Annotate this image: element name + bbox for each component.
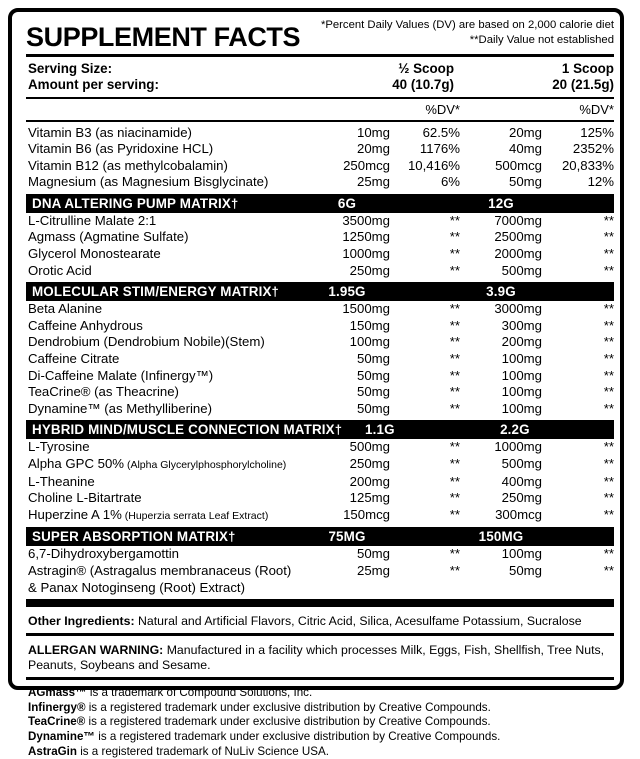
table-row-vitamin bbox=[26, 125, 614, 142]
matrix-dagger-icon: † bbox=[228, 529, 236, 545]
table-row-ingredient bbox=[26, 334, 614, 351]
table-row-ingredient bbox=[26, 213, 614, 230]
ingredient-name bbox=[26, 368, 304, 385]
ingredient-amount-col-2: 250mg bbox=[501, 490, 542, 506]
ingredient-dv-col-2: ** bbox=[603, 473, 614, 489]
ingredient-dv-col-1: ** bbox=[449, 562, 460, 578]
serving-col-1 bbox=[314, 61, 454, 93]
ingredient-dv-col-2: ** bbox=[603, 246, 614, 262]
table-row-ingredient bbox=[26, 301, 614, 318]
ingredient-name bbox=[26, 384, 304, 401]
ingredient-amount-col-1: 50mg bbox=[357, 546, 390, 562]
ingredient-dv-col-1: ** bbox=[449, 212, 460, 228]
ingredient-amount-col-2: 200mg bbox=[501, 334, 542, 350]
ingredient-amount-col-2: 3000mg bbox=[494, 301, 542, 317]
ingredient-name bbox=[26, 580, 304, 597]
ingredient-dv-col-2: ** bbox=[603, 490, 614, 506]
ingredient-dv-col-1: ** bbox=[449, 439, 460, 455]
ingredient-dv-col-1: ** bbox=[449, 546, 460, 562]
ingredient-amount-col-2: 100mg bbox=[501, 546, 542, 562]
ingredient-name bbox=[26, 246, 304, 263]
matrix-header-bar bbox=[26, 194, 614, 213]
ingredient-dv-col-1: ** bbox=[449, 384, 460, 400]
matrix-total-col-1: 1.95G bbox=[328, 284, 366, 300]
ingredient-dv-col-1: ** bbox=[449, 367, 460, 383]
other-ingredients-row bbox=[26, 610, 614, 633]
ingredient-amount-col-1: 250mcg bbox=[343, 157, 390, 173]
allergen-warning-label: ALLERGAN WARNING: bbox=[28, 643, 164, 658]
ingredient-amount-col-2: 20mg bbox=[509, 124, 542, 140]
ingredient-name-main: Caffeine Anhydrous bbox=[28, 317, 143, 333]
table-row-ingredient bbox=[26, 474, 614, 491]
ingredient-amount-col-2: 40mg bbox=[509, 141, 542, 157]
table-row-ingredient bbox=[26, 351, 614, 368]
trademark-line bbox=[28, 745, 614, 759]
trademark-line bbox=[28, 686, 614, 701]
ingredient-amount-col-1: 500mg bbox=[349, 439, 390, 455]
matrix-total-col-1: 1.1G bbox=[365, 422, 395, 438]
ingredient-name bbox=[26, 563, 304, 580]
ingredient-name bbox=[26, 125, 304, 142]
ingredient-name bbox=[26, 213, 304, 230]
other-ingredients-label: Other Ingredients: bbox=[28, 614, 135, 629]
table-row-vitamin bbox=[26, 158, 614, 175]
ingredient-name-main: Vitamin B3 (as niacinamide) bbox=[28, 124, 192, 140]
ingredient-amount-col-1: 125mg bbox=[349, 490, 390, 506]
ingredient-amount-col-2: 50mg bbox=[509, 174, 542, 190]
ingredient-name bbox=[26, 141, 304, 158]
ingredient-name-main: Vitamin B12 (as methylcobalamin) bbox=[28, 157, 228, 173]
allergen-warning-row bbox=[26, 639, 614, 677]
ingredient-dv-col-1: ** bbox=[449, 506, 460, 522]
matrix-dagger-icon: † bbox=[231, 195, 239, 211]
serving-col-2-line-1: 1 Scoop bbox=[561, 60, 614, 76]
ingredient-amount-col-2: 100mg bbox=[501, 367, 542, 383]
table-row-ingredient bbox=[26, 384, 614, 401]
ingredient-name-main: Beta Alanine bbox=[28, 301, 103, 317]
ingredient-amount-col-2: 1000mg bbox=[494, 439, 542, 455]
ingredient-name bbox=[26, 301, 304, 318]
table-row-ingredient bbox=[26, 563, 614, 580]
ingredient-dv-col-2: 2352% bbox=[572, 141, 614, 157]
ingredient-name bbox=[26, 334, 304, 351]
ingredient-name bbox=[26, 318, 304, 335]
ingredient-name bbox=[26, 401, 304, 418]
table-row-ingredient bbox=[26, 368, 614, 385]
ingredient-amount-col-1: 3500mg bbox=[342, 212, 390, 228]
ingredient-name-main: Dynamine™ (as Methylliberine) bbox=[28, 400, 212, 416]
ingredient-dv-col-2: ** bbox=[603, 229, 614, 245]
table-row-vitamin bbox=[26, 141, 614, 158]
table-row-ingredient bbox=[26, 456, 614, 474]
matrix-header-bar bbox=[26, 527, 614, 546]
ingredient-amount-col-2: 7000mg bbox=[494, 212, 542, 228]
ingredient-amount-col-2: 300mg bbox=[501, 317, 542, 333]
trademark-mark: AstraGin bbox=[28, 744, 77, 758]
ingredient-dv-col-1: 10,416% bbox=[407, 157, 460, 173]
ingredient-amount-col-1: 1000mg bbox=[342, 246, 390, 262]
ingredient-dv-col-1: ** bbox=[449, 351, 460, 367]
ingredient-amount-col-1: 150mcg bbox=[343, 506, 390, 522]
ingredient-amount-col-2: 500mg bbox=[501, 262, 542, 278]
ingredient-amount-col-2: 2000mg bbox=[494, 246, 542, 262]
ingredient-dv-col-1: ** bbox=[449, 229, 460, 245]
ingredient-name bbox=[26, 507, 304, 525]
serving-col-1-line-2: 40 (10.7g) bbox=[392, 76, 454, 92]
ingredient-dv-col-2: ** bbox=[603, 301, 614, 317]
ingredient-amount-col-1: 250mg bbox=[349, 262, 390, 278]
ingredient-amount-col-1: 50mg bbox=[357, 367, 390, 383]
trademark-mark: AGmass™ bbox=[28, 686, 87, 700]
trademark-text: is a registered trademark of NuLiv Science USA. bbox=[76, 744, 329, 758]
matrix-dagger-icon: † bbox=[334, 422, 343, 438]
ingredient-amount-col-2: 2500mg bbox=[494, 229, 542, 245]
matrix-dagger-icon: † bbox=[271, 284, 279, 300]
ingredient-dv-col-1: 1176% bbox=[419, 141, 460, 157]
supplement-facts-panel bbox=[8, 8, 624, 758]
ingredient-dv-col-2: ** bbox=[603, 384, 614, 400]
ingredient-amount-col-2: 400mg bbox=[501, 473, 542, 489]
ingredient-name-sub: (Alpha Glycerylphosphorylcholine) bbox=[124, 459, 287, 471]
table-row-ingredient bbox=[26, 401, 614, 418]
ingredient-name-main: TeaCrine® (as Theacrine) bbox=[28, 384, 179, 400]
ingredient-dv-col-1: ** bbox=[449, 246, 460, 262]
divider-black-bar bbox=[26, 599, 614, 607]
matrix-total-col-1: 75MG bbox=[328, 529, 366, 545]
table-row-ingredient bbox=[26, 507, 614, 525]
ingredient-name-sub: (Huperzia serrata Leaf Extract) bbox=[121, 509, 269, 522]
ingredient-amount-col-2: 100mg bbox=[501, 351, 542, 367]
ingredient-dv-col-1: ** bbox=[449, 317, 460, 333]
matrix-name: MOLECULAR STIM/ENERGY MATRIX† bbox=[32, 284, 279, 300]
ingredient-name bbox=[26, 351, 304, 368]
ingredient-dv-col-1: ** bbox=[449, 301, 460, 317]
trademark-text: is a registered trademark under exclusive distribution by Creative Compounds. bbox=[95, 729, 501, 743]
amount-per-serving-label: Amount per serving: bbox=[28, 76, 159, 92]
page-title: SUPPLEMENT FACTS bbox=[26, 22, 301, 53]
ingredient-name-main: Vitamin B6 (as Pyridoxine HCL) bbox=[28, 141, 214, 157]
table-row-vitamin bbox=[26, 174, 614, 191]
ingredient-dv-col-2: 125% bbox=[580, 124, 614, 140]
dv-note-line-1: *Percent Daily Values (DV) are based on 2,000 calorie diet bbox=[320, 19, 614, 31]
label-header bbox=[26, 18, 614, 54]
ingredient-amount-col-1: 20mg bbox=[357, 141, 390, 157]
ingredient-amount-col-1: 1500mg bbox=[342, 301, 390, 317]
ingredient-dv-col-2: ** bbox=[603, 400, 614, 416]
ingredient-amount-col-1: 25mg bbox=[357, 562, 390, 578]
ingredient-amount-col-2: 500mcg bbox=[495, 157, 542, 173]
matrix-header-bar bbox=[26, 420, 614, 439]
ingredient-name-main: Glycerol Monostearate bbox=[28, 246, 161, 262]
other-ingredients-value: Natural and Artificial Flavors, Citric Acid, Silica, Acesulfame Potassium, Sucralose bbox=[138, 614, 582, 629]
serving-info bbox=[26, 57, 614, 97]
ingredient-amount-col-1: 250mg bbox=[349, 456, 390, 471]
trademark-mark: TeaCrine® bbox=[28, 715, 86, 729]
table-row-ingredient bbox=[26, 318, 614, 335]
ingredient-amount-col-1: 100mg bbox=[349, 334, 390, 350]
ingredient-dv-col-1: 6% bbox=[440, 174, 460, 190]
ingredient-name-main: L-Citrulline Malate 2:1 bbox=[28, 212, 157, 228]
ingredient-dv-col-1: ** bbox=[449, 334, 460, 350]
ingredient-name-main: Astragin® (Astragalus membranaceus (Root) bbox=[28, 562, 292, 578]
serving-labels bbox=[28, 61, 314, 93]
serving-size-label: Serving Size: bbox=[28, 60, 113, 76]
dv-header-col-1: %DV* bbox=[425, 101, 460, 117]
table-row-ingredient bbox=[26, 490, 614, 507]
ingredient-dv-col-1: ** bbox=[449, 262, 460, 278]
nutrient-table bbox=[26, 125, 614, 600]
matrix-total-col-2: 150MG bbox=[478, 529, 524, 545]
ingredient-dv-col-2: ** bbox=[603, 456, 614, 471]
ingredient-amount-col-1: 1250mg bbox=[342, 229, 390, 245]
ingredient-amount-col-1: 50mg bbox=[357, 400, 390, 416]
ingredient-name-main: Alpha GPC 50% bbox=[28, 456, 125, 471]
ingredient-dv-col-2: ** bbox=[603, 546, 614, 562]
ingredient-name-main: Dendrobium (Dendrobium Nobile)(Stem) bbox=[28, 334, 265, 350]
ingredient-dv-col-1: ** bbox=[449, 400, 460, 416]
ingredient-dv-col-2: ** bbox=[603, 262, 614, 278]
ingredient-name bbox=[26, 474, 304, 491]
ingredient-name bbox=[26, 263, 304, 280]
ingredient-dv-col-1: ** bbox=[449, 490, 460, 506]
trademark-line bbox=[28, 730, 614, 745]
table-row-ingredient bbox=[26, 246, 614, 263]
ingredient-amount-col-1: 150mg bbox=[349, 317, 390, 333]
table-row-ingredient bbox=[26, 439, 614, 456]
ingredient-amount-col-1: 25mg bbox=[357, 174, 390, 190]
ingredient-name-main: Huperzine A 1% bbox=[28, 506, 122, 522]
daily-value-note bbox=[321, 18, 614, 52]
matrix-total-col-2: 3.9G bbox=[486, 284, 516, 300]
serving-col-2 bbox=[454, 61, 614, 93]
matrix-name: SUPER ABSORPTION MATRIX† bbox=[32, 529, 236, 545]
matrix-total-col-1: 6G bbox=[337, 195, 357, 211]
ingredient-name bbox=[26, 456, 304, 474]
ingredient-amount-col-2: 50mg bbox=[509, 562, 542, 578]
ingredient-name bbox=[26, 229, 304, 246]
table-row-ingredient bbox=[26, 580, 614, 597]
trademark-line bbox=[28, 715, 614, 730]
ingredient-name bbox=[26, 158, 304, 175]
ingredient-name-main: Di-Caffeine Malate (Infinergy™) bbox=[28, 367, 214, 383]
ingredient-name-main: & Panax Notoginseng (Root) Extract) bbox=[28, 579, 245, 595]
table-row-ingredient bbox=[26, 229, 614, 246]
matrix-name: HYBRID MIND/MUSCLE CONNECTION MATRIX† bbox=[32, 422, 343, 438]
matrix-total-col-2: 2.2G bbox=[500, 422, 530, 438]
ingredient-name-main: L-Tyrosine bbox=[28, 439, 90, 455]
ingredient-name-main: L-Theanine bbox=[28, 473, 95, 489]
ingredient-dv-col-2: ** bbox=[603, 562, 614, 578]
ingredient-dv-col-1: ** bbox=[449, 456, 460, 471]
ingredient-dv-col-2: ** bbox=[603, 334, 614, 350]
ingredient-dv-col-2: 20,833% bbox=[561, 157, 614, 173]
ingredient-amount-col-1: 200mg bbox=[349, 473, 390, 489]
ingredient-name-main: Caffeine Citrate bbox=[28, 351, 120, 367]
ingredient-name bbox=[26, 490, 304, 507]
ingredient-dv-col-2: 12% bbox=[587, 174, 614, 190]
trademark-mark: Infinergy® bbox=[28, 700, 86, 714]
ingredient-dv-col-2: ** bbox=[603, 506, 614, 522]
ingredient-amount-col-2: 500mg bbox=[501, 456, 542, 471]
trademark-text: is a registered trademark under exclusive distribution by Creative Compounds. bbox=[85, 715, 491, 729]
ingredient-name-main: 6,7-Dihydroxybergamottin bbox=[28, 546, 179, 562]
ingredient-amount-col-2: 100mg bbox=[501, 400, 542, 416]
ingredient-dv-col-1: ** bbox=[449, 473, 460, 489]
ingredient-dv-col-2: ** bbox=[603, 317, 614, 333]
dv-header-row bbox=[26, 99, 614, 120]
ingredient-dv-col-2: ** bbox=[603, 439, 614, 455]
ingredient-amount-col-1: 10mg bbox=[357, 124, 390, 140]
ingredient-amount-col-1: 50mg bbox=[357, 351, 390, 367]
ingredient-dv-col-1: 62.5% bbox=[422, 124, 460, 140]
trademark-text: is a registered trademark under exclusive distribution by Creative Compounds. bbox=[85, 700, 491, 714]
table-row-ingredient bbox=[26, 263, 614, 280]
serving-col-1-line-1: ½ Scoop bbox=[398, 60, 454, 76]
allergen-warning-value: Manufactured in a facility which processes Milk, Eggs, Fish, Shellfish, Tree Nuts, Peanuts, Soybeans and Sesame. bbox=[28, 643, 605, 673]
ingredient-name bbox=[26, 546, 304, 563]
trademark-text: is a trademark of Compound Solutions, Inc. bbox=[86, 686, 313, 700]
ingredient-amount-col-1: 50mg bbox=[357, 384, 390, 400]
ingredient-amount-col-2: 100mg bbox=[501, 384, 542, 400]
ingredient-amount-col-2: 300mcg bbox=[495, 506, 542, 522]
ingredient-name-main: Choline L-Bitartrate bbox=[28, 490, 142, 506]
ingredient-name-main: Orotic Acid bbox=[28, 262, 92, 278]
matrix-name: DNA ALTERING PUMP MATRIX† bbox=[32, 195, 239, 211]
matrix-total-col-2: 12G bbox=[488, 195, 514, 211]
ingredient-dv-col-2: ** bbox=[603, 351, 614, 367]
dv-note-line-2: **Daily Value not established bbox=[469, 34, 614, 47]
ingredient-dv-col-2: ** bbox=[603, 367, 614, 383]
dv-header-col-2: %DV* bbox=[579, 101, 614, 117]
ingredient-name-main: Magnesium (as Magnesium Bisglycinate) bbox=[28, 174, 269, 190]
ingredient-name-main: Agmass (Agmatine Sulfate) bbox=[28, 229, 189, 245]
trademark-mark: Dynamine™ bbox=[28, 729, 96, 743]
matrix-header-bar bbox=[26, 282, 614, 301]
table-row-ingredient bbox=[26, 546, 614, 563]
serving-col-2-line-2: 20 (21.5g) bbox=[552, 76, 614, 92]
ingredient-dv-col-2: ** bbox=[603, 212, 614, 228]
supplement-facts-body bbox=[26, 18, 614, 759]
trademark-list bbox=[26, 680, 614, 759]
ingredient-name bbox=[26, 439, 304, 456]
ingredient-name bbox=[26, 174, 304, 191]
